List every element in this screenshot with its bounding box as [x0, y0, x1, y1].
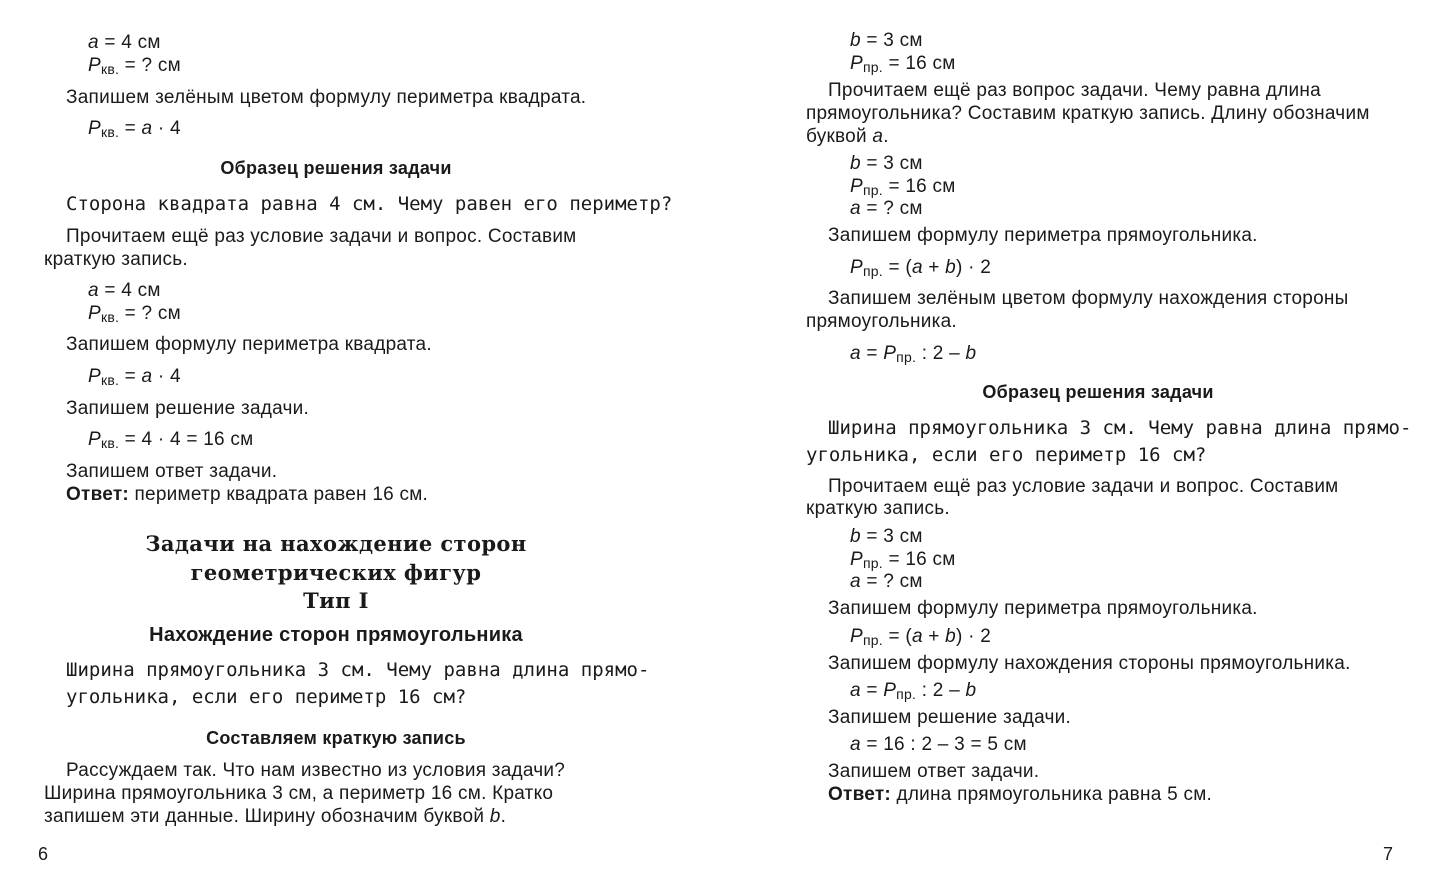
text-line: Прочитаем ещё раз условие задачи и вопрос. Составим: [828, 476, 1339, 497]
formula-line: $P_{кв.} = 4 \cdot 4 = 16$ см: [88, 429, 254, 451]
answer-text: периметр квадрата равен 16 см.: [128, 484, 429, 505]
formula-line: $P_{кв.}$ = ? см: [88, 55, 181, 77]
formula-line: $P_{кв.}$ = ? см: [88, 303, 181, 325]
task-text: угольника, если его периметр 16 см?: [66, 686, 467, 708]
text-line: Прочитаем ещё раз вопрос задачи. Чему равна длина: [828, 80, 1321, 101]
text-line: краткую запись.: [806, 498, 950, 519]
page-number: 7: [1383, 844, 1394, 864]
answer-label: Ответ:: [66, 484, 129, 505]
task-text: Сторона квадрата равна 4 см. Чему равен его периметр?: [66, 193, 673, 215]
text-line: Запишем зелёным цветом формулу нахождения стороны: [828, 288, 1349, 309]
section-heading: Образец решения задачи: [982, 382, 1214, 402]
text-line: Запишем ответ задачи.: [66, 461, 278, 482]
text-line: буквой a.: [806, 126, 889, 147]
formula-line: a = ? см: [850, 571, 923, 592]
chapter-heading: Задачи на нахождение сторон: [145, 531, 527, 556]
formula-line: b = 3 см: [850, 30, 923, 51]
text-line: прямоугольника.: [806, 311, 957, 332]
answer-line: [828, 783, 1212, 806]
text-line: Запишем формулу нахождения стороны прямоугольника.: [828, 653, 1351, 674]
formula-line: $P_{кв.} = a \cdot 4$: [88, 366, 181, 388]
page-number: 6: [38, 844, 49, 864]
section-heading: Образец решения задачи: [220, 158, 452, 178]
formula-line: b = 3 см: [850, 526, 923, 547]
formula-line: a = 4 см: [88, 280, 161, 301]
text-line: запишем эти данные. Ширину обозначим буквой b.: [44, 806, 507, 827]
formula-line: a = ? см: [850, 198, 923, 219]
answer-label: Ответ:: [828, 784, 891, 805]
task-text: Ширина прямоугольника 3 см. Чему равна длина прямо-: [66, 659, 650, 681]
formula-line: a = 16 : 2 – 3 = 5 см: [850, 734, 1027, 755]
formula-line: $P_{кв.} = a \cdot 4$: [88, 118, 181, 140]
text-line: краткую запись.: [44, 249, 188, 270]
formula-line: $P_{пр.} = (a + b) \cdot 2$: [850, 257, 992, 279]
text-line: Запишем формулу периметра квадрата.: [66, 334, 432, 355]
text-line: Ширина прямоугольника 3 см, а периметр 16 см. Кратко: [44, 783, 554, 804]
answer-text: длина прямоугольника равна 5 см.: [890, 784, 1213, 805]
formula-line: $P_{пр.} = 16$ см: [850, 176, 956, 198]
subsection-heading: Нахождение сторон прямоугольника: [149, 624, 523, 646]
text-line: Рассуждаем так. Что нам известно из условия задачи?: [66, 760, 566, 781]
answer-line: [66, 483, 428, 506]
formula-line: $P_{пр.} = 16$ см: [850, 549, 956, 571]
formula-line: $a = P_{пр.}$ : 2 – b: [850, 343, 977, 365]
text-line: Запишем решение задачи.: [66, 398, 310, 419]
chapter-heading: геометрических фигур: [190, 560, 482, 585]
formula-line: $P_{пр.} = (a + b) \cdot 2$: [850, 626, 992, 648]
formula-line: $a = P_{пр.}$ : 2 – b: [850, 680, 977, 702]
text-line: Запишем формулу периметра прямоугольника.: [828, 225, 1258, 246]
text-line: Прочитаем ещё раз условие задачи и вопрос. Составим: [66, 226, 577, 247]
formula-line: a = 4 см: [88, 32, 161, 53]
text-line: Запишем формулу периметра прямоугольника.: [828, 598, 1258, 619]
text-line: Запишем ответ задачи.: [828, 761, 1040, 782]
formula-line: b = 3 см: [850, 153, 923, 174]
task-text: угольника, если его периметр 16 см?: [806, 444, 1207, 466]
chapter-heading: Тип I: [303, 588, 369, 613]
text-line: прямоугольника? Составим краткую запись. Длину обозначим: [806, 103, 1370, 124]
section-heading: Составляем краткую запись: [206, 728, 466, 748]
formula-line: $P_{пр.} = 16$ см: [850, 53, 956, 75]
task-text: Ширина прямоугольника 3 см. Чему равна длина прямо-: [828, 417, 1412, 439]
text-line: Запишем решение задачи.: [828, 707, 1072, 728]
text-line: Запишем зелёным цветом формулу периметра квадрата.: [66, 87, 587, 108]
